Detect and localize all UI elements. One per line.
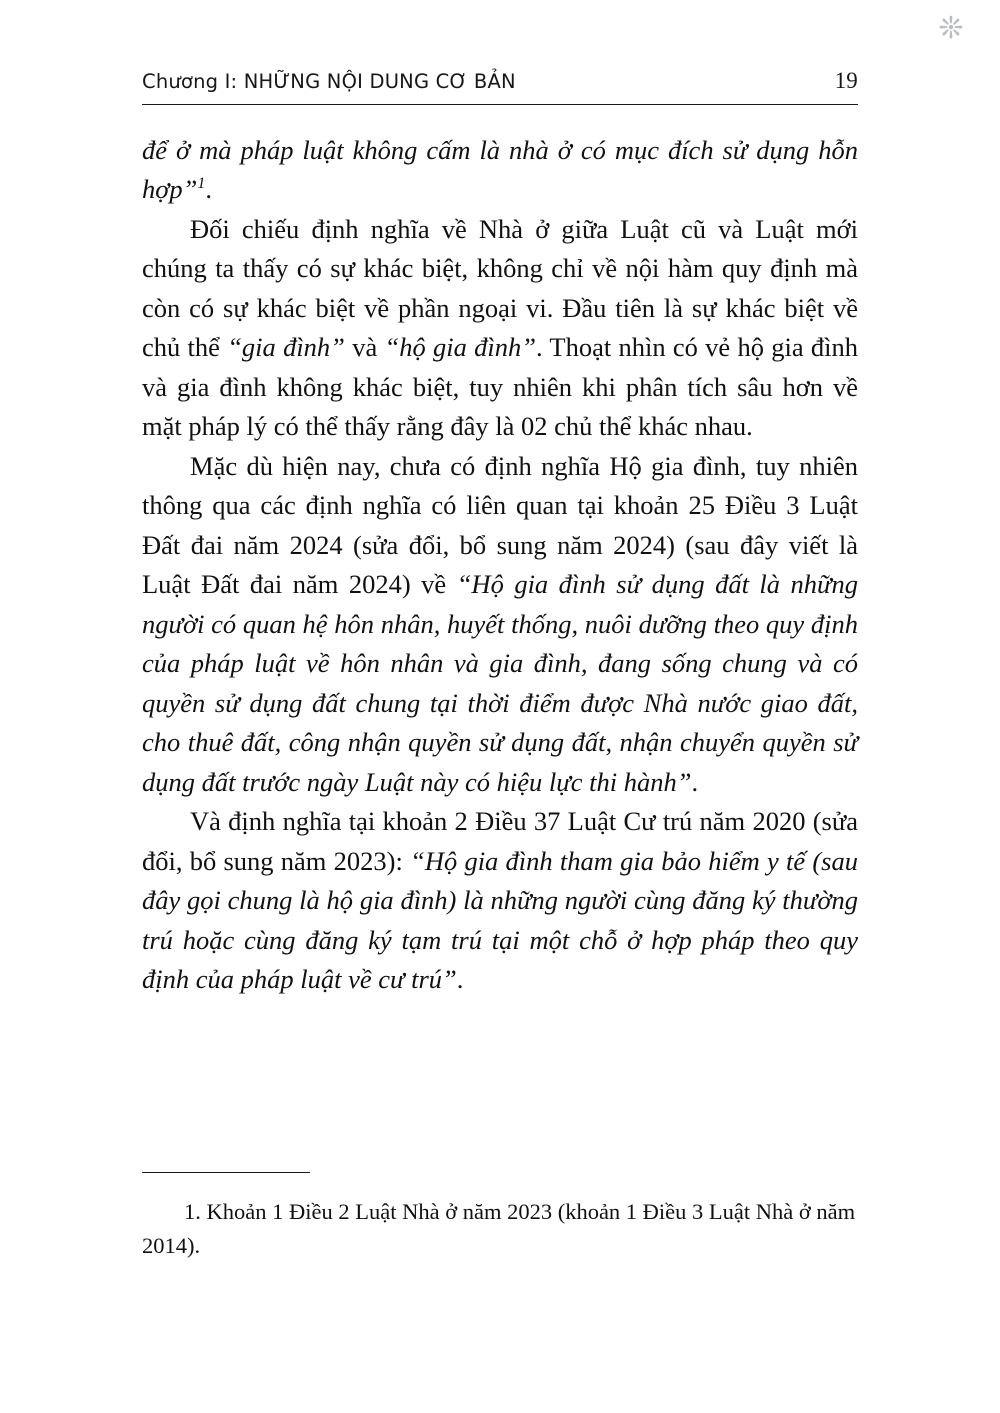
paragraph-1-text: để ở mà pháp luật không cấm là nhà ở có mục đích sử dụng hỗn hợp” [142, 135, 858, 205]
running-head [142, 68, 858, 104]
footnote-text: Khoản 1 Điều 2 Luật Nhà ở năm 2023 (khoản 1 Điều 3 Luật Nhà ở năm 2014). [142, 1199, 856, 1258]
paragraph-2-quote-ho-gia-dinh: “hộ gia đình” [384, 332, 536, 363]
paragraph-2-part-3: . Thoạt nhìn có vẻ hộ gia đình và gia đình không khác biệt, tuy nhiên khi phân tích sâu hơn về mặt pháp lý có thể thấy rằng đây là 02 chủ thể khác nhau. [142, 332, 859, 442]
footnote-marker: 1. [184, 1199, 201, 1224]
page-number: 19 [834, 68, 858, 93]
paragraph-2-part-2: và [344, 332, 385, 363]
header-rule [142, 104, 858, 105]
paragraph-3-part-1: Mặc dù hiện nay, chưa có định nghĩa Hộ gia đình, tuy nhiên thông qua các định nghĩa có liên quan tại khoản 25 Điều 3 Luật Đất đai năm 2024 (sửa đổi, bổ sung năm 2024) (sau đây viết là Luật Đất đai năm 2024) về [142, 450, 858, 600]
paragraph-3-period: . [691, 766, 699, 797]
footnote-1 [142, 1195, 858, 1263]
page-content [142, 68, 858, 1000]
paragraph-2 [142, 210, 858, 447]
paragraph-1 [142, 131, 858, 210]
paragraph-1-period: . [205, 174, 212, 205]
footnote-separator [142, 1172, 310, 1173]
paragraph-4-period: . [456, 964, 464, 995]
running-head-chapter: Chương I: NHỮNG NỘI DUNG CƠ BẢN [142, 70, 516, 93]
paragraph-3 [142, 447, 858, 802]
paragraph-4-quote-cu-tru: “Hộ gia đình tham gia bảo hiểm y tế (sau đây gọi chung là hộ gia đình) là những người cùng đăng ký thường trú hoặc cùng đăng ký tạm trú tại một chỗ ở hợp pháp theo quy định của pháp luật về cư trú” [142, 845, 858, 995]
paragraph-2-quote-gia-dinh: “gia đình” [227, 332, 345, 363]
paragraph-4 [142, 802, 858, 999]
snowflake-ornament-icon: ❊ [938, 12, 964, 45]
footnote-area [142, 1172, 858, 1263]
footnote-reference-1: 1 [197, 175, 206, 193]
paragraph-4-part-1: Và định nghĩa tại khoản 2 Điều 37 Luật Cư trú năm 2020 (sửa đổi, bổ sung năm 2023): [142, 806, 858, 876]
paragraph-3-quote-dat-dai: “Hộ gia đình sử dụng đất là những người có quan hệ hôn nhân, huyết thống, nuôi dưỡng theo quy định của pháp luật về hôn nhân và gia đình, đang sống chung và có quyền sử dụng đất chung tại thời điểm được Nhà nước giao đất, cho thuê đất, công nhận quyền sử dụng đất, nhận chuyển quyền sử dụng đất trước ngày Luật này có hiệu lực thi hành” [142, 569, 858, 797]
paragraph-2-part-1: Đối chiếu định nghĩa về Nhà ở giữa Luật cũ và Luật mới chúng ta thấy có sự khác biệt, không chỉ về nội hàm quy định mà còn có sự khác biệt về phần ngoại vi. Đầu tiên là sự khác biệt về chủ thể [142, 213, 858, 363]
